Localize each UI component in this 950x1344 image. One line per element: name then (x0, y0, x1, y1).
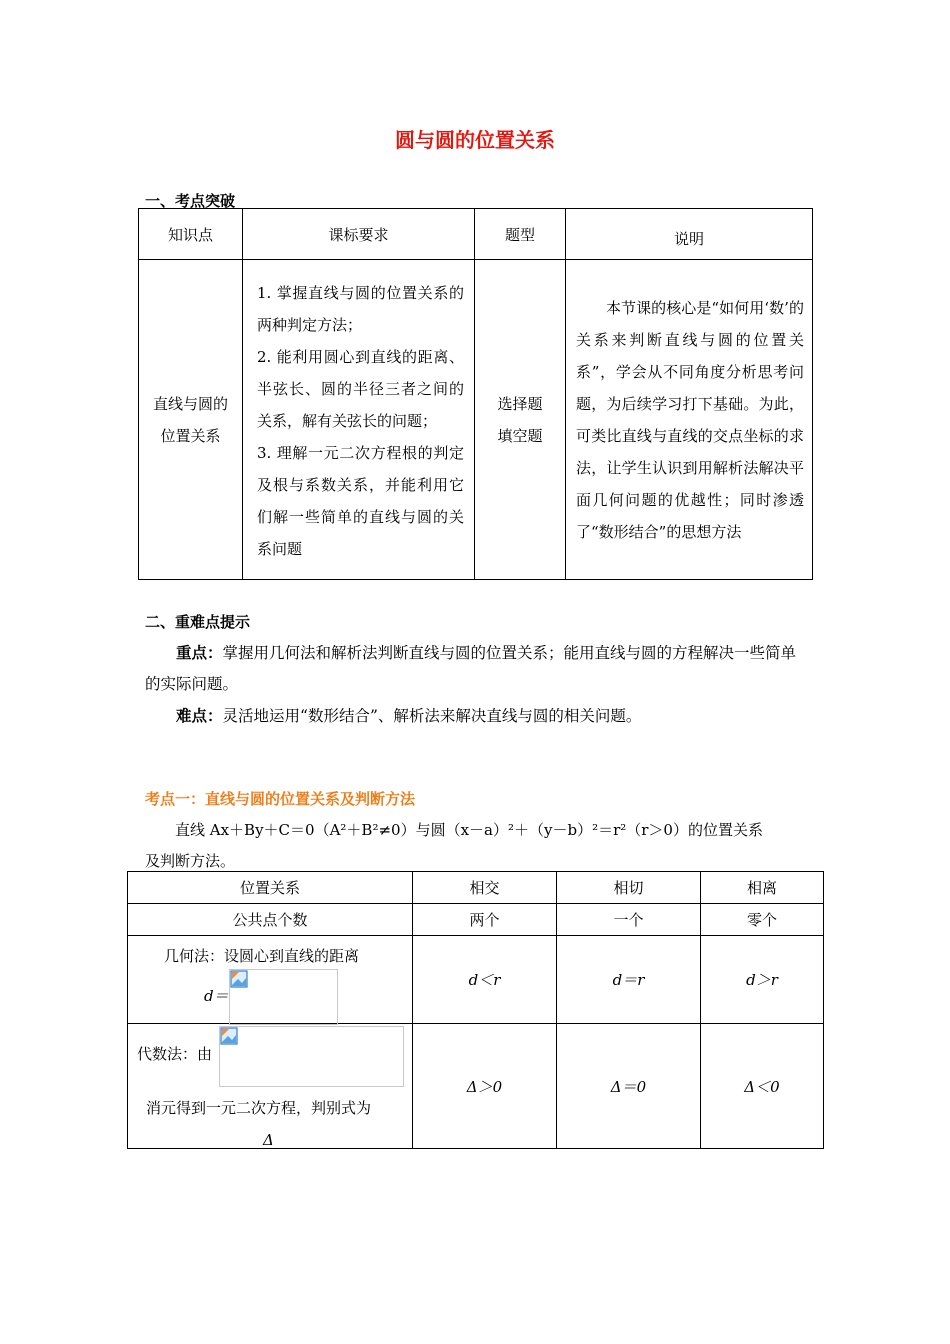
t2-alg-label (128, 1024, 413, 1149)
t2-header-intersect: 相交 (413, 872, 557, 904)
key-point (145, 637, 810, 700)
broken-image-icon (230, 970, 248, 988)
position-relation-table (127, 871, 824, 1149)
th-knowledge: 知识点 (139, 209, 243, 260)
requirement-2: 2. 能利用圆心到直线的距离、半弦长、圆的半径三者之间的关系，解有关弦长的问题； (257, 347, 464, 430)
cell-knowledge (139, 260, 243, 580)
t2-geo-tangent: d＝r (557, 936, 701, 1024)
description-text: 本节课的核心是“如何用‘数’的关系来判断直线与圆的位置关系”，学会从不同角度分析思考问题，为后续学习打下基础。为此，可类比直线与直线的交点坐标的求法，让学生认识到用解析法解决平面几何问题的优越性；同时渗透了“数形结合”的思想方法 (576, 298, 804, 541)
requirement-3: 3. 理解一元二次方程根的判定及根与系数关系，并能利用它们解一些简单的直线与圆的关系问题 (257, 443, 464, 558)
broken-image-icon (220, 1027, 238, 1045)
difficult-label: 难点： (176, 706, 223, 725)
point1-intro-1: 直线 Ax＋By＋C＝0（A²＋B²≠0）与圆（x－a）²＋（y－b）²＝r²（r＞0）的位置关系 (175, 821, 763, 839)
difficult-point (145, 700, 810, 732)
key-text: 掌握用几何法和解析法判断直线与圆的位置关系；能用直线与圆的方程解决一些简单的实际问题。 (145, 644, 797, 693)
distance-formula-image (229, 969, 338, 1025)
alg-label-line-2: 消元得到一元二次方程，判别式为 (146, 1099, 372, 1117)
point1-heading: 考点一：直线与圆的位置关系及判断方法 (145, 790, 416, 808)
section-heading-2: 二、重难点提示 (145, 613, 251, 631)
t2-alg-intersect: Δ＞0 (413, 1024, 557, 1149)
t2-common-tangent: 一个 (557, 904, 701, 936)
point1-intro-2: 及判断方法。 (145, 852, 236, 870)
th-types: 题型 (475, 209, 566, 260)
t2-alg-tangent: Δ＝0 (557, 1024, 701, 1149)
t2-geo-separate: d＞r (701, 936, 824, 1024)
knowledge-table (138, 208, 813, 580)
knowledge-line-1: 直线与圆的 (152, 394, 228, 413)
th-description: 说明 (566, 209, 813, 260)
t2-common-label: 公共点个数 (128, 904, 413, 936)
section-heading-1: 一、考点突破 (145, 192, 236, 210)
cell-description (566, 260, 813, 580)
page-title: 圆与圆的位置关系 (395, 128, 555, 152)
alg-label-delta: Δ (263, 1131, 274, 1149)
equation-system-image (219, 1026, 404, 1087)
t2-header-relation: 位置关系 (128, 872, 413, 904)
key-label: 重点： (176, 643, 223, 662)
requirement-1: 1. 掌握直线与圆的位置关系的两种判定方法； (257, 283, 464, 334)
type-1: 选择题 (497, 394, 543, 413)
alg-label-line-1: 代数法：由 (137, 1045, 213, 1063)
type-2: 填空题 (497, 426, 543, 445)
geo-label-d: d＝ (204, 987, 229, 1005)
difficult-text: 灵活地运用“数形结合”、解析法来解决直线与圆的相关问题。 (222, 707, 642, 725)
t2-header-tangent: 相切 (557, 872, 701, 904)
geo-label-line-1: 几何法：设圆心到直线的距离 (164, 947, 360, 965)
t2-common-separate: 零个 (701, 904, 824, 936)
t2-alg-separate: Δ＜0 (701, 1024, 824, 1149)
t2-header-separate: 相离 (701, 872, 824, 904)
th-requirements: 课标要求 (243, 209, 475, 260)
t2-geo-intersect: d＜r (413, 936, 557, 1024)
cell-requirements (243, 260, 475, 580)
t2-common-intersect: 两个 (413, 904, 557, 936)
cell-types (475, 260, 566, 580)
knowledge-line-2: 位置关系 (160, 426, 221, 445)
t2-geo-label (128, 936, 413, 1024)
